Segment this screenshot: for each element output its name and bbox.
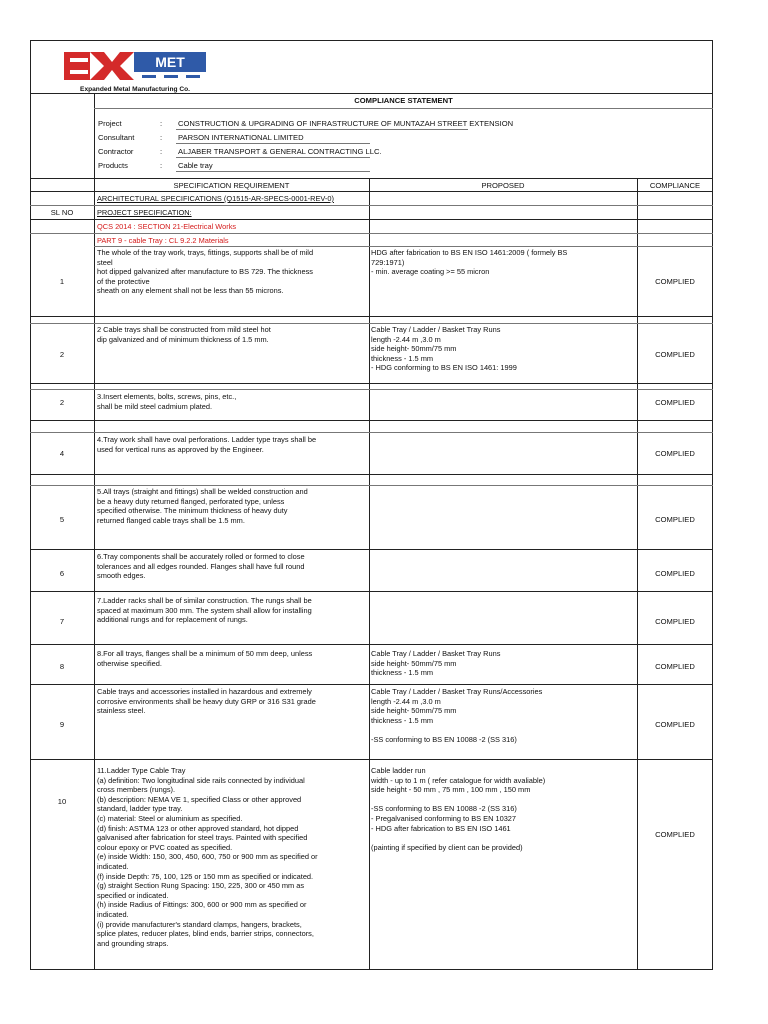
compliance-status: COMPLIED (655, 398, 695, 407)
products-value: Cable tray (178, 161, 213, 170)
compliance-status: COMPLIED (655, 720, 695, 729)
qcs-section-ref: QCS 2014 : SECTION 21-Electrical Works (97, 222, 237, 231)
table-row-sl: 9 (59, 720, 65, 729)
table-row-sl: 8 (59, 662, 65, 671)
proposed-text: Cable Tray / Ladder / Basket Tray Runs side height- 50mm/75 mm thickness - 1.5 mm (371, 649, 501, 678)
divider (30, 485, 713, 486)
sl-no-header: SL NO (50, 208, 74, 217)
table-row-sl: 4 (59, 449, 65, 458)
divider (176, 129, 468, 130)
table-row-sl: 5 (59, 515, 65, 524)
exmet-logo-icon (64, 48, 206, 86)
divider (30, 591, 713, 592)
project-label: Project (98, 119, 122, 128)
company-name: Expanded Metal Manufacturing Co. (80, 86, 190, 93)
compliance-status: COMPLIED (655, 277, 695, 286)
divider (176, 143, 370, 144)
spec-text: 8.For all trays, flanges shall be a minimum of 50 mm deep, unless otherwise specified. (97, 649, 313, 668)
colon: : (160, 133, 163, 142)
compliance-status: COMPLIED (655, 830, 695, 839)
divider (30, 644, 713, 645)
divider (30, 178, 713, 179)
divider (94, 108, 713, 109)
column-header-compliance: COMPLIANCE (649, 181, 701, 190)
project-spec-label: PROJECT SPECIFICATION: (97, 208, 192, 217)
divider (30, 316, 713, 317)
divider (30, 383, 713, 384)
colon: : (160, 147, 163, 156)
divider (30, 549, 713, 550)
divider (30, 219, 713, 220)
divider (30, 205, 713, 206)
divider (176, 171, 370, 172)
compliance-status: COMPLIED (655, 449, 695, 458)
proposed-text: Cable Tray / Ladder / Basket Tray Runs length -2.44 m ,3.0 m side height- 50mm/75 mm thickness - 1.5 mm - HDG conforming to BS EN ISO 1461: 1999 (371, 325, 517, 373)
divider (30, 759, 713, 760)
divider (30, 389, 713, 390)
divider (30, 323, 713, 324)
divider (30, 233, 713, 234)
spec-text: 2 Cable trays shall be constructed from mild steel hot dip galvanized and of minimum thickness of 1.5 mm. (97, 325, 271, 344)
compliance-status: COMPLIED (655, 350, 695, 359)
table-row-sl: 6 (59, 569, 65, 578)
divider (94, 93, 95, 970)
spec-text: Cable trays and accessories installed in hazardous and extremely corrosive environments shall be heavy duty GRP or 316 S31 grade stainless steel. (97, 687, 316, 716)
spec-text: 7.Ladder racks shall be of similar construction. The rungs shall be spaced at maximum 300 mm. The system shall allow for installing additional rungs and for replacement of rungs. (97, 596, 312, 625)
proposed-text: Cable ladder run width - up to 1 m ( refer catalogue for width avaliable) side height - 50 mm , 75 mm , 100 mm , 150 mm -SS conforming to BS EN 10088 -2 (SS 316) - Pregalvanised conforming to BS EN 10327 - HDG after fabrication to BS EN ISO 1461 (painting if specified by client can be provided) (371, 766, 546, 852)
proposed-text: Cable Tray / Ladder / Basket Tray Runs/Accessories length -2.44 m ,3.0 m side height- 50mm/75 mm thickness - 1.5 mm -SS conforming to BS EN 10088 -2 (SS 316) (371, 687, 543, 744)
divider (30, 684, 713, 685)
compliance-status: COMPLIED (655, 662, 695, 671)
column-header-spec: SPECIFICATION REQUIREMENT (173, 181, 290, 190)
part-ref: PART 9 - cable Tray : CL 9.2.2 Materials (97, 236, 229, 245)
divider (30, 432, 713, 433)
contractor-value: ALJABER TRANSPORT & GENERAL CONTRACTING LLC. (178, 147, 382, 156)
divider (94, 246, 713, 247)
divider (30, 420, 713, 421)
table-row-sl: 1 (59, 277, 65, 286)
svg-text:MET: MET (155, 54, 185, 70)
column-header-proposed: PROPOSED (481, 181, 525, 190)
consultant-value: PARSON INTERNATIONAL LIMITED (178, 133, 304, 142)
products-label: Products (98, 161, 128, 170)
compliance-status: COMPLIED (655, 617, 695, 626)
colon: : (160, 161, 163, 170)
spec-text: 3.Insert elements, bolts, screws, pins, etc., shall be mild steel cadmium plated. (97, 392, 237, 411)
spec-text: 6.Tray components shall be accurately rolled or formed to close tolerances and all edges rounded. Flanges shall have full round smooth edges. (97, 552, 305, 581)
spec-text: 5.All trays (straight and fittings) shall be welded construction and be a heavy duty returned flanged, perforated type, unless specified otherwise. The minimum thickness of heavy duty returned flanged cable trays shall be 1.5 mm. (97, 487, 308, 525)
proposed-text: HDG after fabrication to BS EN ISO 1461:2009 ( formely BS 729:1971) - min. average coating >= 55 micron (371, 248, 568, 277)
divider (30, 474, 713, 475)
divider (176, 157, 370, 158)
table-row-sl: 2 (59, 398, 65, 407)
spec-text: The whole of the tray work, trays, fittings, supports shall be of mild steel hot dipped galvanized after manufacture to BS 729. The thickness of the protective sheath on any element shall not be less than 55 microns. (97, 248, 314, 296)
compliance-statement-title: COMPLIANCE STATEMENT (354, 96, 453, 105)
architectural-spec-ref: ARCHITECTURAL SPECIFICATIONS (Q1515-AR-SPECS-0001-REV-0) (97, 194, 334, 203)
divider (30, 191, 713, 192)
consultant-label: Consultant (98, 133, 135, 142)
table-row-sl: 2 (59, 350, 65, 359)
compliance-status: COMPLIED (655, 515, 695, 524)
project-value: CONSTRUCTION & UPGRADING OF INFRASTRUCTURE OF MUNTAZAH STREET EXTENSION (178, 119, 514, 128)
table-row-sl: 10 (57, 797, 67, 806)
company-logo (64, 48, 206, 86)
spec-text: 4.Tray work shall have oval perforations. Ladder type trays shall be used for vertical runs as approved by the Engineer. (97, 435, 317, 454)
contractor-label: Contractor (98, 147, 134, 156)
divider (30, 93, 713, 94)
compliance-status: COMPLIED (655, 569, 695, 578)
divider (369, 178, 370, 970)
spec-text: 11.Ladder Type Cable Tray (a) definition: Two longitudinal side rails connected by individual cross members (rungs). (b) description: NEMA VE 1, specified Class or other approved standard, ladder type tray. (c) material: Steel or aluminium as specified. (d) finish: ASTMA 123 or other approved standard, hot dipped galvanised after fabrication for steel trays. Painted with specified colour epoxy or PVC coated as specified. (e) inside Width: 150, 300, 450, 600, 750 or 900 mm as specified or indicated. (f) inside Depth: 75, 100, 125 or 150 mm as specified or indicated. (g) straight Section Rung Spacing: 150, 225, 300 or 450 mm as specified or indicated. (h) inside Radius of Fittings: 300, 600 or 900 mm as specified or indicated. (i) provide manufacturer's standard clamps, hangers, brackets, splice plates, reducer plates, blind ends, barrier strips, connectors, and grounding straps. (97, 766, 318, 948)
colon: : (160, 119, 163, 128)
table-row-sl: 7 (59, 617, 65, 626)
